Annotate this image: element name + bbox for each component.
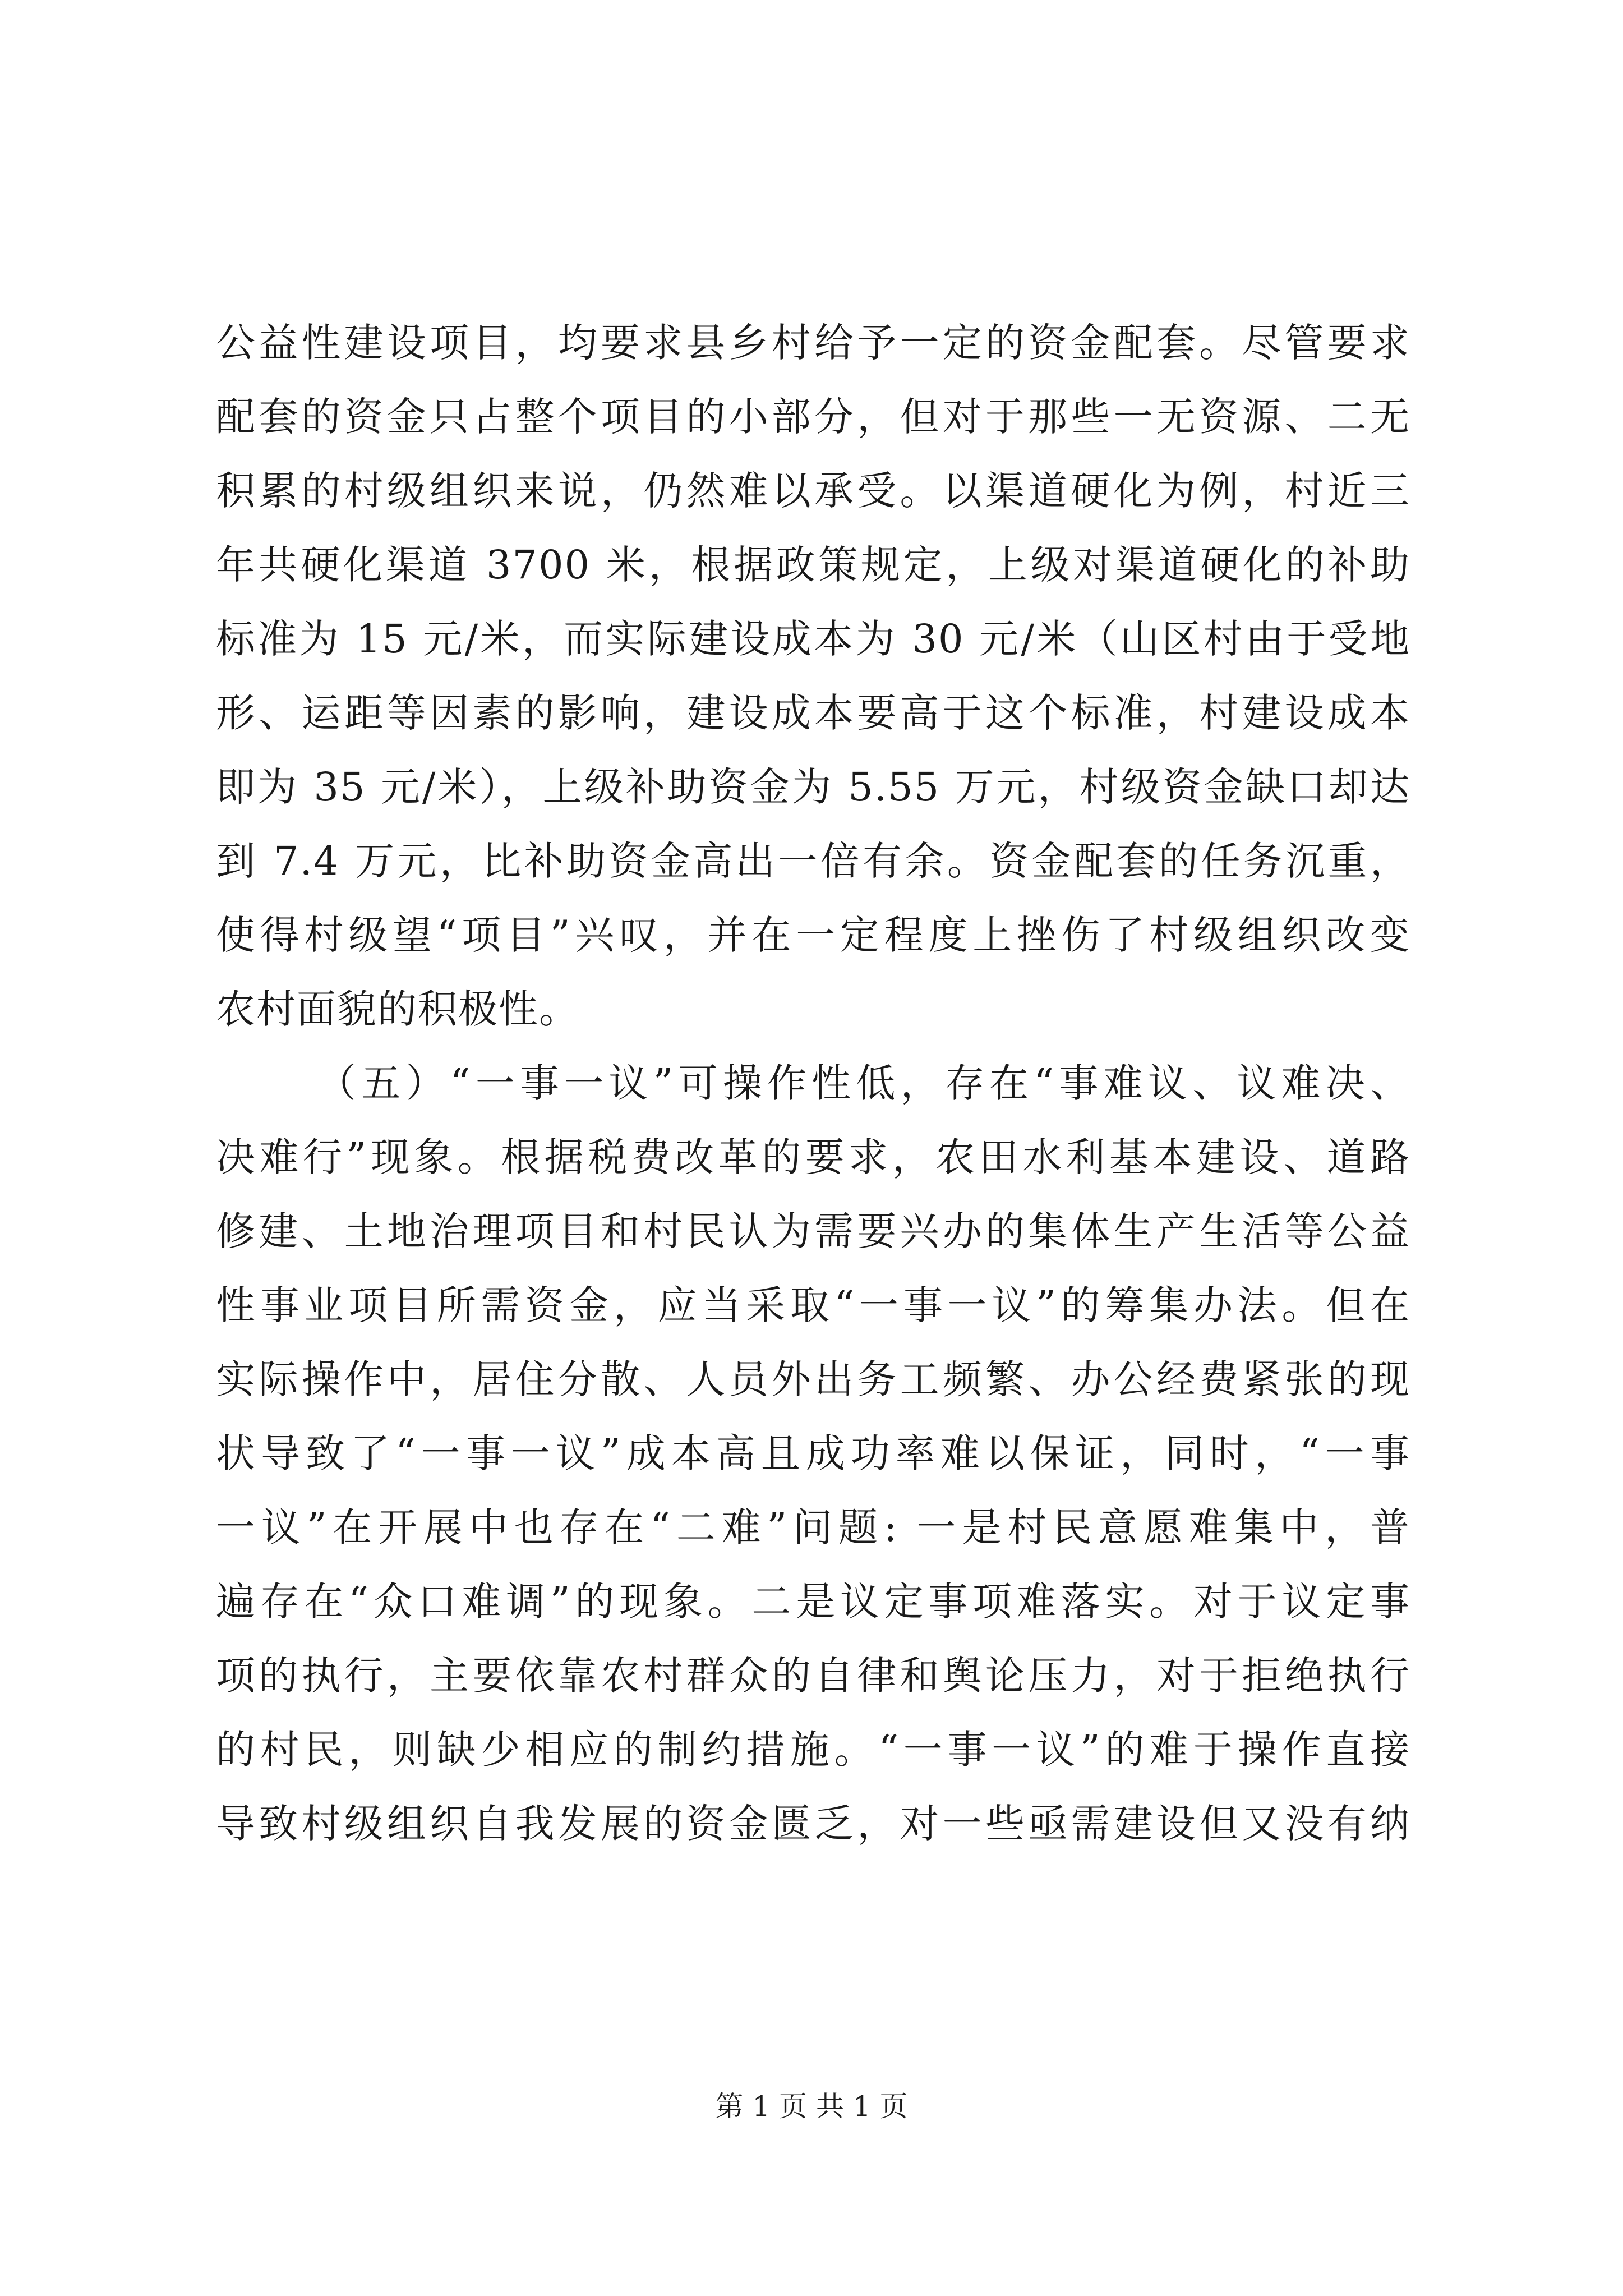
text-line: 即为 35 元/米），上级补助资金为 5.55 万元，村级资金缺口却达 — [216, 764, 1410, 810]
text-line: 的村民，则缺少相应的制约措施。“一事一议”的难于操作直接 — [216, 1727, 1410, 1773]
text-line: 标准为 15 元/米，而实际建设成本为 30 元/米（山区村由于受地 — [216, 616, 1410, 662]
text-line: 导致村级组织自我发展的资金匮乏，对一些亟需建设但又没有纳 — [216, 1801, 1410, 1847]
text-line: 决难行”现象。根据税费改革的要求，农田水利基本建设、道路 — [216, 1134, 1410, 1180]
text-line: 年共硬化渠道 3700 米，根据政策规定，上级对渠道硬化的补助 — [216, 542, 1410, 588]
text-line: 农村面貌的积极性。 — [216, 986, 579, 1032]
text-line: 到 7.4 万元，比补助资金高出一倍有余。资金配套的任务沉重， — [216, 838, 1410, 884]
text-line: 实际操作中，居住分散、人员外出务工频繁、办公经费紧张的现 — [216, 1356, 1410, 1402]
text-line: 一议”在开展中也存在“二难”问题: 一是村民意愿难集中，普 — [216, 1504, 1410, 1550]
text-line: 公益性建设项目，均要求县乡村给予一定的资金配套。尽管要求 — [216, 320, 1410, 366]
document-body — [216, 306, 1410, 1861]
text-line: 修建、土地治理项目和村民认为需要兴办的集体生产生活等公益 — [216, 1208, 1410, 1254]
text-line: 状导致了“一事一议”成本高且成功率难以保证，同时，“一事 — [216, 1430, 1410, 1476]
text-line: （五）“一事一议”可操作性低，存在“事难议、议难决、 — [317, 1060, 1410, 1106]
text-line: 遍存在“众口难调”的现象。二是议定事项难落实。对于议定事 — [216, 1579, 1410, 1625]
text-line: 性事业项目所需资金，应当采取“一事一议”的筹集办法。但在 — [216, 1282, 1410, 1328]
text-line: 配套的资金只占整个项目的小部分，但对于那些一无资源、二无 — [216, 394, 1410, 440]
text-line: 项的执行，主要依靠农村群众的自律和舆论压力，对于拒绝执行 — [216, 1653, 1410, 1699]
text-line: 使得村级望“项目”兴叹，并在一定程度上挫伤了村级组织改变 — [216, 912, 1410, 958]
text-line: 形、运距等因素的影响，建设成本要高于这个标准，村建设成本 — [216, 690, 1410, 736]
page-footer: 第 1 页 共 1 页 — [715, 2090, 908, 2123]
text-line: 积累的村级组织来说，仍然难以承受。以渠道硬化为例，村近三 — [216, 468, 1410, 514]
